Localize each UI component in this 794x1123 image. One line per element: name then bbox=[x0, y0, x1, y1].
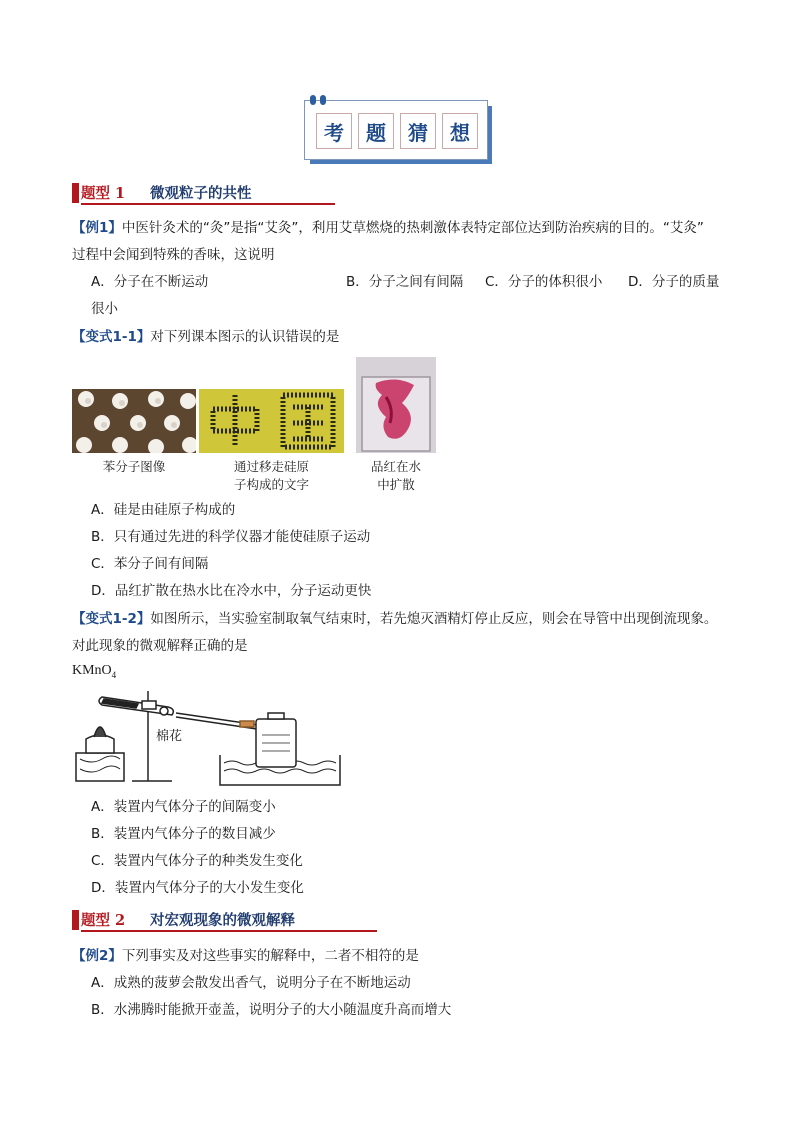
question-stem: 下列事实及对这些事实的解释中，二者不相符的是 bbox=[121, 948, 419, 964]
title-char: 考 bbox=[316, 113, 352, 149]
question-tag: 【例1】 bbox=[72, 220, 122, 236]
option-c: C．苯分子间有间隔 bbox=[91, 556, 209, 572]
var12-line2: 对此现象的微观解释正确的是 bbox=[72, 638, 248, 654]
kmno4-subscript: 4 bbox=[111, 669, 117, 680]
title-box-frame bbox=[304, 100, 488, 160]
title-char: 题 bbox=[358, 113, 394, 149]
dye-caption-1: 品红在水 bbox=[370, 459, 421, 474]
section-title: 微观粒子的共性 bbox=[150, 186, 252, 202]
option-b: B．分子之间有间隔 bbox=[346, 274, 464, 290]
option-d: D．分子的质量 bbox=[628, 274, 720, 290]
option-a: A．硅是由硅原子构成的 bbox=[91, 502, 236, 518]
option-a: A．成熟的菠萝会散发出香气，说明分子在不断地运动 bbox=[91, 975, 411, 991]
apparatus-icon bbox=[72, 663, 372, 789]
section-marker bbox=[72, 183, 79, 203]
section-underline bbox=[81, 203, 335, 205]
question-stem: 中医针灸术的“灸”是指“艾灸”，利用艾草燃烧的热刺激体表特定部位达到防治疾病的目的。“艾灸” bbox=[121, 220, 704, 236]
section-underline bbox=[81, 930, 377, 932]
kmno4-text: KMnO bbox=[72, 663, 112, 678]
silicon-text-image bbox=[199, 389, 344, 453]
benzene-molecules-icon bbox=[72, 389, 196, 453]
benzene-caption: 苯分子图像 bbox=[102, 459, 166, 474]
question-tag: 【变式1-2】 bbox=[72, 611, 151, 627]
oxygen-apparatus-diagram bbox=[72, 663, 372, 789]
ex2-stem-line bbox=[72, 946, 419, 966]
kmno4-label bbox=[72, 663, 116, 680]
option-c: C．装置内气体分子的种类发生变化 bbox=[91, 853, 303, 869]
section-header-1 bbox=[72, 181, 252, 205]
binder-ring-icon bbox=[320, 95, 326, 105]
option-c: C．分子的体积很小 bbox=[485, 274, 603, 290]
question-tag: 【变式1-1】 bbox=[72, 329, 151, 345]
option-d-cont: 很小 bbox=[91, 301, 118, 317]
var12-line1 bbox=[72, 609, 717, 629]
var11-stem-line bbox=[72, 327, 339, 347]
silicon-caption-2: 子构成的文字 bbox=[233, 477, 309, 492]
option-a: A．分子在不断运动 bbox=[91, 274, 209, 290]
option-d: D．品红扩散在热水比在冷水中，分子运动更快 bbox=[91, 583, 372, 599]
silicon-atoms-icon bbox=[199, 389, 344, 453]
benzene-image bbox=[72, 389, 196, 453]
beaker-icon bbox=[356, 357, 436, 453]
option-b: B．水沸腾时能掀开壶盖，说明分子的大小随温度升高而增大 bbox=[91, 1002, 452, 1018]
title-chars bbox=[315, 113, 479, 147]
section-header-2 bbox=[72, 908, 295, 932]
option-b: B．装置内气体分子的数目减少 bbox=[91, 826, 276, 842]
silicon-caption-1: 通过移走硅原 bbox=[233, 459, 309, 474]
section-label: 题型 2 bbox=[81, 912, 126, 929]
title-char: 想 bbox=[442, 113, 478, 149]
option-b: B．只有通过先进的科学仪器才能使硅原子运动 bbox=[91, 529, 371, 545]
option-d: D．装置内气体分子的大小发生变化 bbox=[91, 880, 304, 896]
option-a: A．装置内气体分子的间隔变小 bbox=[91, 799, 276, 815]
question-stem: 如图所示，当实验室制取氧气结束时，若先熄灭酒精灯停止反应，则会在导管中出现倒流现象。 bbox=[150, 611, 718, 627]
ex1-line2: 过程中会闻到特殊的香味，这说明 bbox=[72, 247, 275, 263]
dye-diffusion-image bbox=[356, 357, 436, 453]
dye-caption-2: 中扩散 bbox=[377, 477, 415, 492]
binder-ring-icon bbox=[310, 95, 316, 105]
section-title: 对宏观现象的微观解释 bbox=[150, 913, 295, 929]
question-tag: 【例2】 bbox=[72, 948, 122, 964]
question-stem: 对下列课本图示的认识错误的是 bbox=[150, 329, 340, 345]
title-char: 猜 bbox=[400, 113, 436, 149]
section-marker bbox=[72, 910, 79, 930]
title-box bbox=[304, 100, 490, 162]
section-label: 题型 1 bbox=[81, 185, 126, 202]
ex1-line1 bbox=[72, 218, 704, 238]
cotton-label: 棉花 bbox=[156, 729, 183, 744]
